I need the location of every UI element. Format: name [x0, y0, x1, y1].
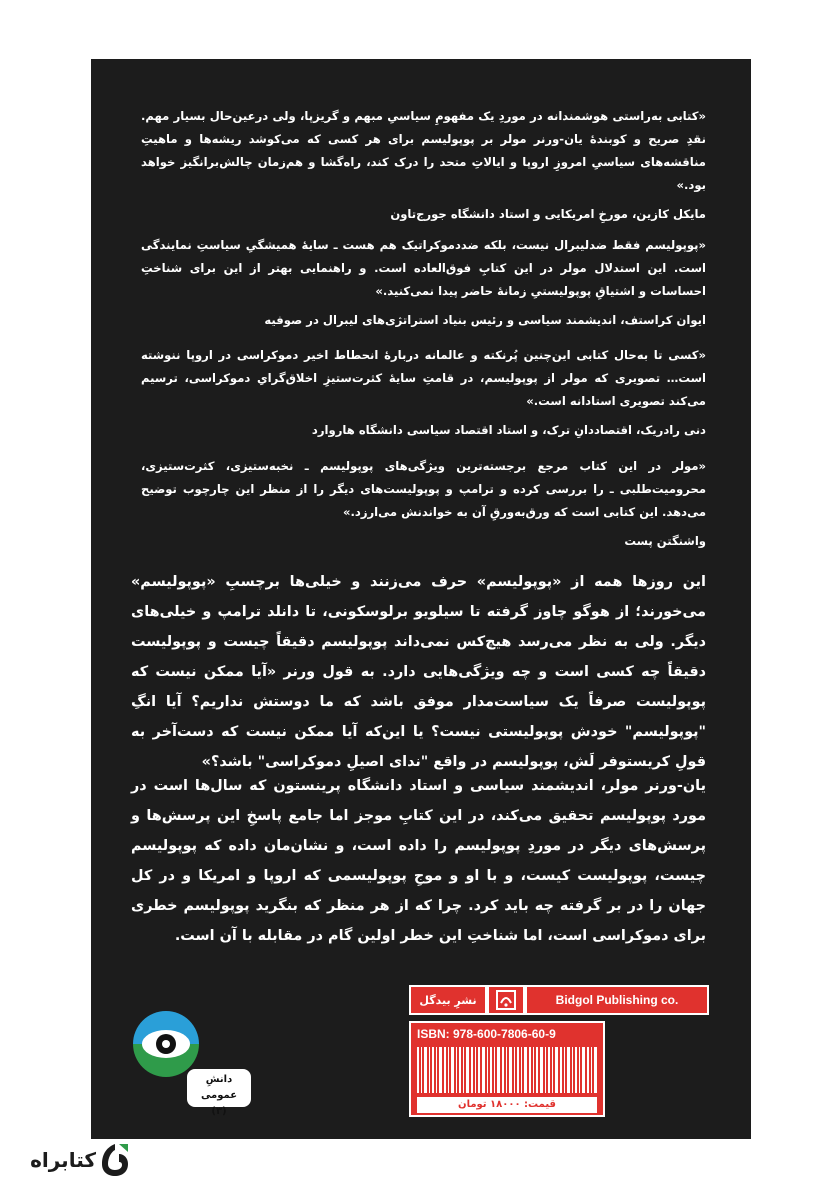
store-logo-icon [100, 1142, 130, 1178]
quote-author: دنی رادریک، اقتصاددانِ ترک، و استاد اقتصاد سیاسی دانشگاه هاروارد [311, 423, 706, 437]
publisher-name-en: Bidgol Publishing co. [525, 985, 709, 1015]
quote-2 [141, 234, 706, 329]
series-badge [131, 1009, 271, 1117]
publisher-name-fa: نشرِ بیدگل [409, 985, 487, 1015]
store-name: کتابراه [30, 1148, 96, 1172]
publisher-barcode-block [409, 985, 709, 1117]
publisher-row [409, 985, 709, 1015]
publisher-logo-icon [487, 985, 525, 1015]
eye-logo-icon [131, 1009, 201, 1079]
quote-text: «پوپولیسم فقط ضدلیبرال نیست، بلکه ضددموکراتیک هم هست ـ سایهٔ همیشگیِ سیاستِ نمایندگی است. این استدلال مولر در این کتابِ فوق‌العاده است. و راهنمایی بهتر از این برای شناختِ احساسات و اشتیاقِ پوپولیستیِ زمانهٔ حاضر پیدا نمی‌کنید.» [141, 238, 706, 298]
description-paragraph: این روزها همه از «پوپولیسم» حرف می‌زنند و خیلی‌ها برچسبِ «پوپولیسم» می‌خورند؛ از هوگو چاوز گرفته تا سیلویو برلوسکونی، تا دانلد ترامپ و خیلی‌های دیگر. ولی به نظر می‌رسد هیچ‌کس نمی‌داند پوپولیسم دقیقاً چیست و پوپولیست دقیقاً چه کسی است و چه ویژگی‌هایی دارد. به قول ورنر «آیا ممکن نیست که پوپولیست صرفاً یک سیاست‌مدار موفق باشد که ما دوستش نداریم؟ آیا انگِ "پوپولیسم" خودش پوپولیستی نیست؟ یا این‌که آیا ممکن نیست که دست‌آخر به قولِ کریستوفر لَش، پوپولیسم در واقع "ندای اصیلِ دموکراسی" باشد؟» [131, 574, 706, 770]
quote-author: مایکل کازین، مورخِ امریکایی و استاد دانشگاه جورج‌تاون [390, 207, 706, 221]
quote-text: «مولر در این کتاب مرجع برجسته‌ترین ویژگی‌های پوپولیسم ـ نخبه‌ستیزی، کثرت‌ستیزی، محرومیت‌طلبی ـ را بررسی کرده و ترامپ و پوپولیست‌های دیگر را از منظر این چارچوب توضیح می‌دهد. این کتابی است که ورق‌به‌ورقِ آن به خواندنش می‌ارزد.» [141, 459, 706, 519]
series-number: (۳) [211, 1106, 227, 1117]
quote-author: ایوان کراستف، اندیشمند سیاسی و رئیس بنیاد استراتژی‌های لیبرال در صوفیه [264, 313, 706, 327]
price-label: قیمت: ۱۸۰۰۰ تومان [417, 1097, 597, 1113]
quote-author: واشنگتن پست [624, 534, 706, 548]
quote-3 [141, 344, 706, 439]
quote-text: «کتابی به‌راستی هوشمندانه در موردِ یک مفهومِ سیاسیِ مبهم و گریزپا، ولی درعین‌حال بسیار مهم. نقدِ صریح و کوبندهٔ یان-ورنر مولر بر پوپولیسم برای هر کسی که می‌کوشد ریشه‌ها و ماهیتِ مناقشه‌های سیاسیِ امروزِ اروپا و ایالاتِ متحد را درک کند، راه‌گشا و هم‌زمان چالش‌برانگیز خواهد بود.» [141, 109, 706, 192]
store-watermark [30, 1140, 130, 1184]
quote-4 [141, 455, 706, 550]
quote-1 [141, 105, 706, 223]
quote-text: «کسی تا به‌حال کتابی این‌چنین پُرنکته و عالمانه دربارهٔ انحطاط اخیر دموکراسی در اروپا ننوشته است… تصویری که مولر از پوپولیسم، در قامتِ سایهٔ کثرت‌ستیزِ اخلاق‌گرایِ دموکراسی، ترسیم می‌کند تصویری استادانه است.» [141, 348, 706, 408]
isbn-text: ISBN: 978-600-7806-60-9 [417, 1027, 556, 1041]
isbn-box [409, 1021, 605, 1117]
barcode-icon [417, 1047, 597, 1093]
series-label-box [187, 1069, 251, 1117]
back-cover [91, 59, 751, 1139]
description-paragraph: یان-ورنر مولر، اندیشمند سیاسی و استاد دانشگاه پرینستون که سال‌ها است در مورد پوپولیسم تحقیق می‌کند، در این کتابِ موجز اما جامع پاسخِ این پرسش‌ها و پرسش‌های دیگر در موردِ پوپولیسم را داده است، و نشان‌مان داده که پوپولیسم چیست، پوپولیست کیست، و با او و موجِ پوپولیسمی که اروپا و امریکا و در کل جهان را در بر گرفته چه باید کرد. چرا که از هر منظر که بنگرید پوپولیسم خطری برای دموکراسی است، اما شناختِ این خطر اولین گام در مقابله با آن است. [131, 778, 706, 944]
series-name: دانشِ عمومی [200, 1074, 238, 1101]
